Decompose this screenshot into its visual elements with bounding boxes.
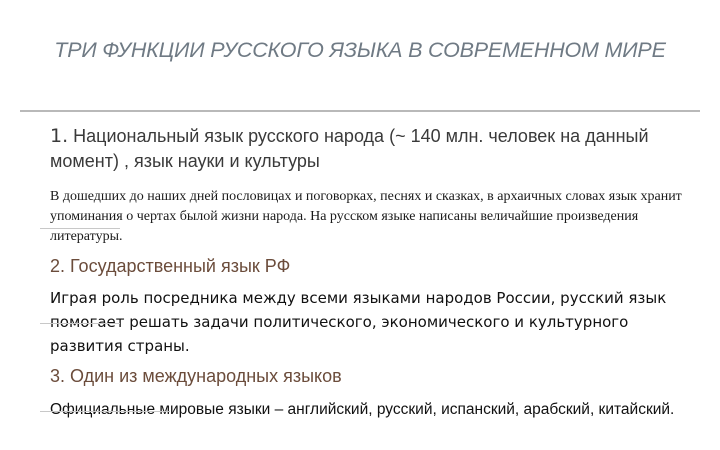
decorative-line: [40, 228, 120, 229]
section-1-heading: [50, 124, 700, 174]
section-1-number: 1.: [50, 125, 69, 147]
section-3-heading: 3. Один из международных языков: [50, 366, 342, 386]
decorative-line: [40, 411, 170, 412]
slide-title: ТРИ ФУНКЦИИ РУССКОГО ЯЗЫКА В СОВРЕМЕННОМ МИРЕ: [54, 38, 666, 62]
section-1-heading-text: Национальный язык русского народа (~ 140 млн. человек на данный момент) , язык науки и культуры: [50, 126, 649, 171]
section-1-body: В дошедших до наших дней пословицах и поговорках, песнях и сказках, в архаичных словах язык хранит упоминания о чертах былой жизни народа. На русском языке написаны величайшие произведения литературы.: [50, 189, 682, 244]
title-divider: [20, 110, 700, 112]
section-3-body: Официальные мировые языки – английский, русский, испанский, арабский, китайский.: [50, 401, 675, 418]
section-2-heading: 2. Государственный язык РФ: [50, 256, 291, 276]
decorative-line: [40, 323, 120, 324]
section-2-body: Играя роль посредника между всеми языками народов России, русский язык помогает решать задачи политического, экономического и культурного развития страны.: [50, 289, 667, 355]
